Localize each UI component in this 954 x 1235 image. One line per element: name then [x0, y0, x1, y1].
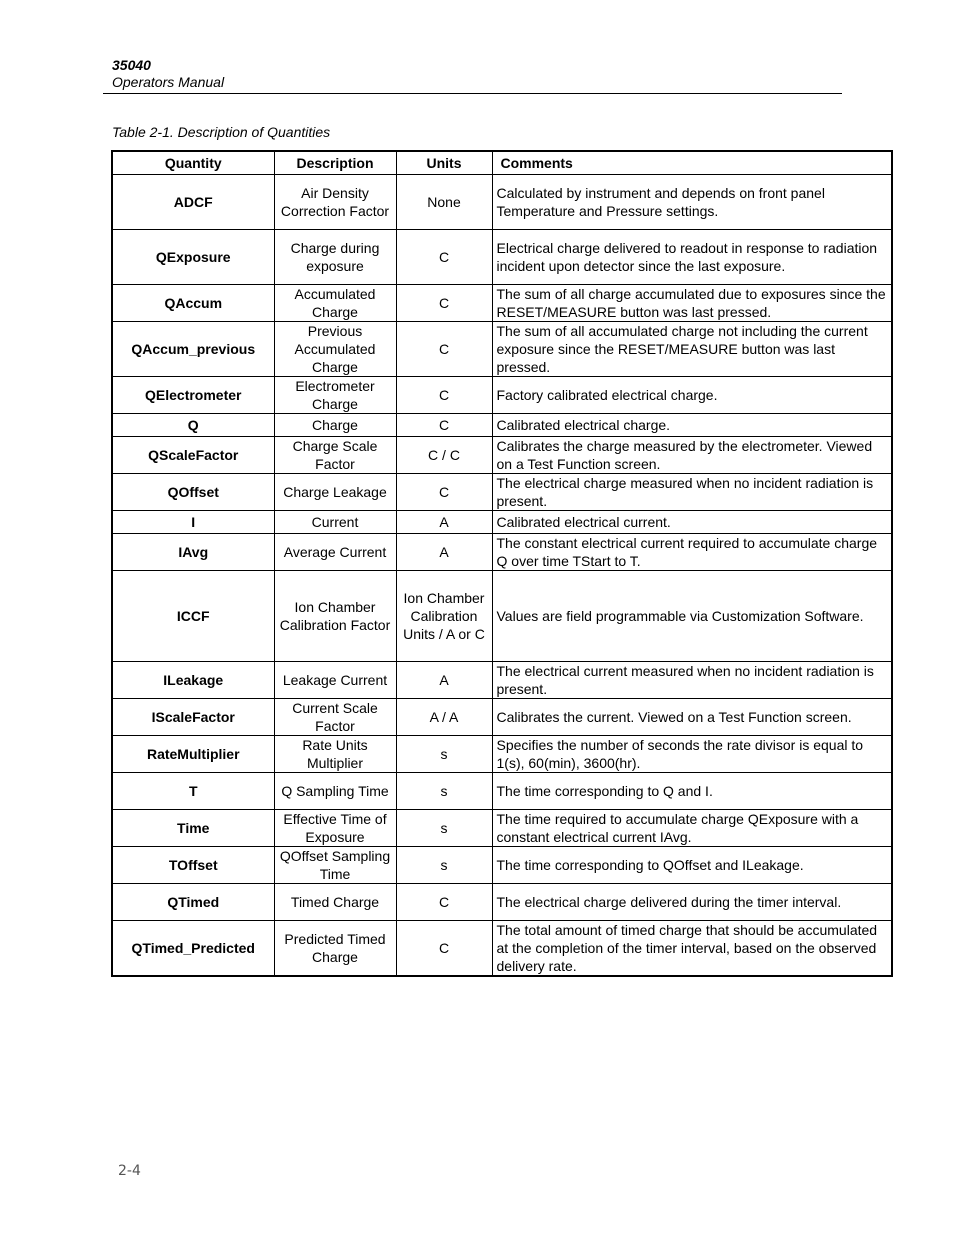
description-cell: Q Sampling Time — [274, 773, 396, 810]
table-row — [112, 377, 892, 414]
comments-cell: Calibrated electrical current. — [492, 511, 892, 534]
description-cell: Ion Chamber Calibration Factor — [274, 571, 396, 662]
units-cell: C — [396, 322, 492, 377]
column-header-description: Description — [274, 151, 396, 175]
units-cell: A / A — [396, 699, 492, 736]
description-cell: Charge Scale Factor — [274, 437, 396, 474]
table-row — [112, 230, 892, 285]
comments-cell: The sum of all charge accumulated due to exposures since the RESET/MEASURE button was last pressed. — [492, 285, 892, 322]
table-row — [112, 175, 892, 230]
description-cell: Electrometer Charge — [274, 377, 396, 414]
description-cell: Timed Charge — [274, 884, 396, 921]
comments-cell: Calculated by instrument and depends on front panel Temperature and Pressure settings. — [492, 175, 892, 230]
quantity-cell: QOffset — [112, 474, 274, 511]
description-cell: Air Density Correction Factor — [274, 175, 396, 230]
description-cell: Leakage Current — [274, 662, 396, 699]
table-row — [112, 736, 892, 773]
table-row — [112, 773, 892, 810]
quantity-cell: ILeakage — [112, 662, 274, 699]
units-cell: s — [396, 773, 492, 810]
quantity-cell: QTimed — [112, 884, 274, 921]
table-header-row — [112, 151, 892, 175]
comments-cell: The time required to accumulate charge QExposure with a constant electrical current IAvg. — [492, 810, 892, 847]
document-title: Operators Manual — [112, 74, 225, 90]
document-number: 35040 — [112, 57, 151, 73]
quantity-cell: Q — [112, 414, 274, 437]
table-row — [112, 847, 892, 884]
table-row — [112, 534, 892, 571]
description-cell: Previous Accumulated Charge — [274, 322, 396, 377]
description-cell: Predicted Timed Charge — [274, 921, 396, 977]
comments-cell: The time corresponding to QOffset and ILeakage. — [492, 847, 892, 884]
table-row — [112, 437, 892, 474]
quantity-cell: QExposure — [112, 230, 274, 285]
units-cell: C — [396, 230, 492, 285]
column-header-quantity: Quantity — [112, 151, 274, 175]
table-row — [112, 511, 892, 534]
quantity-cell: TOffset — [112, 847, 274, 884]
units-cell: s — [396, 810, 492, 847]
table-row — [112, 474, 892, 511]
comments-cell: The electrical current measured when no incident radiation is present. — [492, 662, 892, 699]
table-row — [112, 921, 892, 977]
description-cell: Current — [274, 511, 396, 534]
units-cell: A — [396, 511, 492, 534]
comments-cell: Calibrates the current. Viewed on a Test Function screen. — [492, 699, 892, 736]
column-header-comments: Comments — [492, 151, 892, 175]
comments-cell: The electrical charge delivered during the timer interval. — [492, 884, 892, 921]
quantity-cell: I — [112, 511, 274, 534]
quantity-cell: IAvg — [112, 534, 274, 571]
description-cell: Effective Time of Exposure — [274, 810, 396, 847]
comments-cell: Calibrates the charge measured by the electrometer. Viewed on a Test Function screen. — [492, 437, 892, 474]
description-cell: Accumulated Charge — [274, 285, 396, 322]
comments-cell: Calibrated electrical charge. — [492, 414, 892, 437]
units-cell: C — [396, 414, 492, 437]
comments-cell: Specifies the number of seconds the rate divisor is equal to 1(s), 60(min), 3600(hr). — [492, 736, 892, 773]
quantity-cell: QTimed_Predicted — [112, 921, 274, 977]
comments-cell: The time corresponding to Q and I. — [492, 773, 892, 810]
comments-cell: The total amount of timed charge that should be accumulated at the completion of the timer interval, based on the observed delivery rate. — [492, 921, 892, 977]
description-cell: Charge Leakage — [274, 474, 396, 511]
description-cell: Average Current — [274, 534, 396, 571]
header-divider — [103, 93, 842, 94]
table-row — [112, 699, 892, 736]
units-cell: C — [396, 285, 492, 322]
units-cell: C / C — [396, 437, 492, 474]
comments-cell: Values are field programmable via Customization Software. — [492, 571, 892, 662]
page-number: 2-4 — [118, 1163, 141, 1179]
table-caption: Table 2-1. Description of Quantities — [112, 124, 331, 140]
comments-cell: The electrical charge measured when no incident radiation is present. — [492, 474, 892, 511]
units-cell: C — [396, 921, 492, 977]
quantity-cell: ADCF — [112, 175, 274, 230]
table-row — [112, 810, 892, 847]
units-cell: C — [396, 377, 492, 414]
units-cell: s — [396, 736, 492, 773]
table-row — [112, 662, 892, 699]
table-row — [112, 322, 892, 377]
quantity-cell: QScaleFactor — [112, 437, 274, 474]
units-cell: C — [396, 474, 492, 511]
quantity-cell: T — [112, 773, 274, 810]
description-cell: QOffset Sampling Time — [274, 847, 396, 884]
quantities-table — [111, 150, 893, 977]
running-header — [112, 57, 842, 91]
description-cell: Current Scale Factor — [274, 699, 396, 736]
units-cell: Ion Chamber Calibration Units / A or C — [396, 571, 492, 662]
table-row — [112, 884, 892, 921]
units-cell: A — [396, 662, 492, 699]
units-cell: None — [396, 175, 492, 230]
description-cell: Charge during exposure — [274, 230, 396, 285]
comments-cell: The constant electrical current required to accumulate charge Q over time TStart to T. — [492, 534, 892, 571]
comments-cell: The sum of all accumulated charge not including the current exposure since the RESET/MEASURE button was last pressed. — [492, 322, 892, 377]
comments-cell: Electrical charge delivered to readout in response to radiation incident upon detector since the last exposure. — [492, 230, 892, 285]
quantity-cell: QAccum_previous — [112, 322, 274, 377]
table-row — [112, 285, 892, 322]
description-cell: Charge — [274, 414, 396, 437]
units-cell: A — [396, 534, 492, 571]
comments-cell: Factory calibrated electrical charge. — [492, 377, 892, 414]
quantity-cell: ICCF — [112, 571, 274, 662]
table-row — [112, 414, 892, 437]
quantity-cell: Time — [112, 810, 274, 847]
table-row — [112, 571, 892, 662]
quantity-cell: QElectrometer — [112, 377, 274, 414]
quantity-cell: RateMultiplier — [112, 736, 274, 773]
description-cell: Rate Units Multiplier — [274, 736, 396, 773]
units-cell: C — [396, 884, 492, 921]
column-header-units: Units — [396, 151, 492, 175]
quantity-cell: IScaleFactor — [112, 699, 274, 736]
quantity-cell: QAccum — [112, 285, 274, 322]
units-cell: s — [396, 847, 492, 884]
